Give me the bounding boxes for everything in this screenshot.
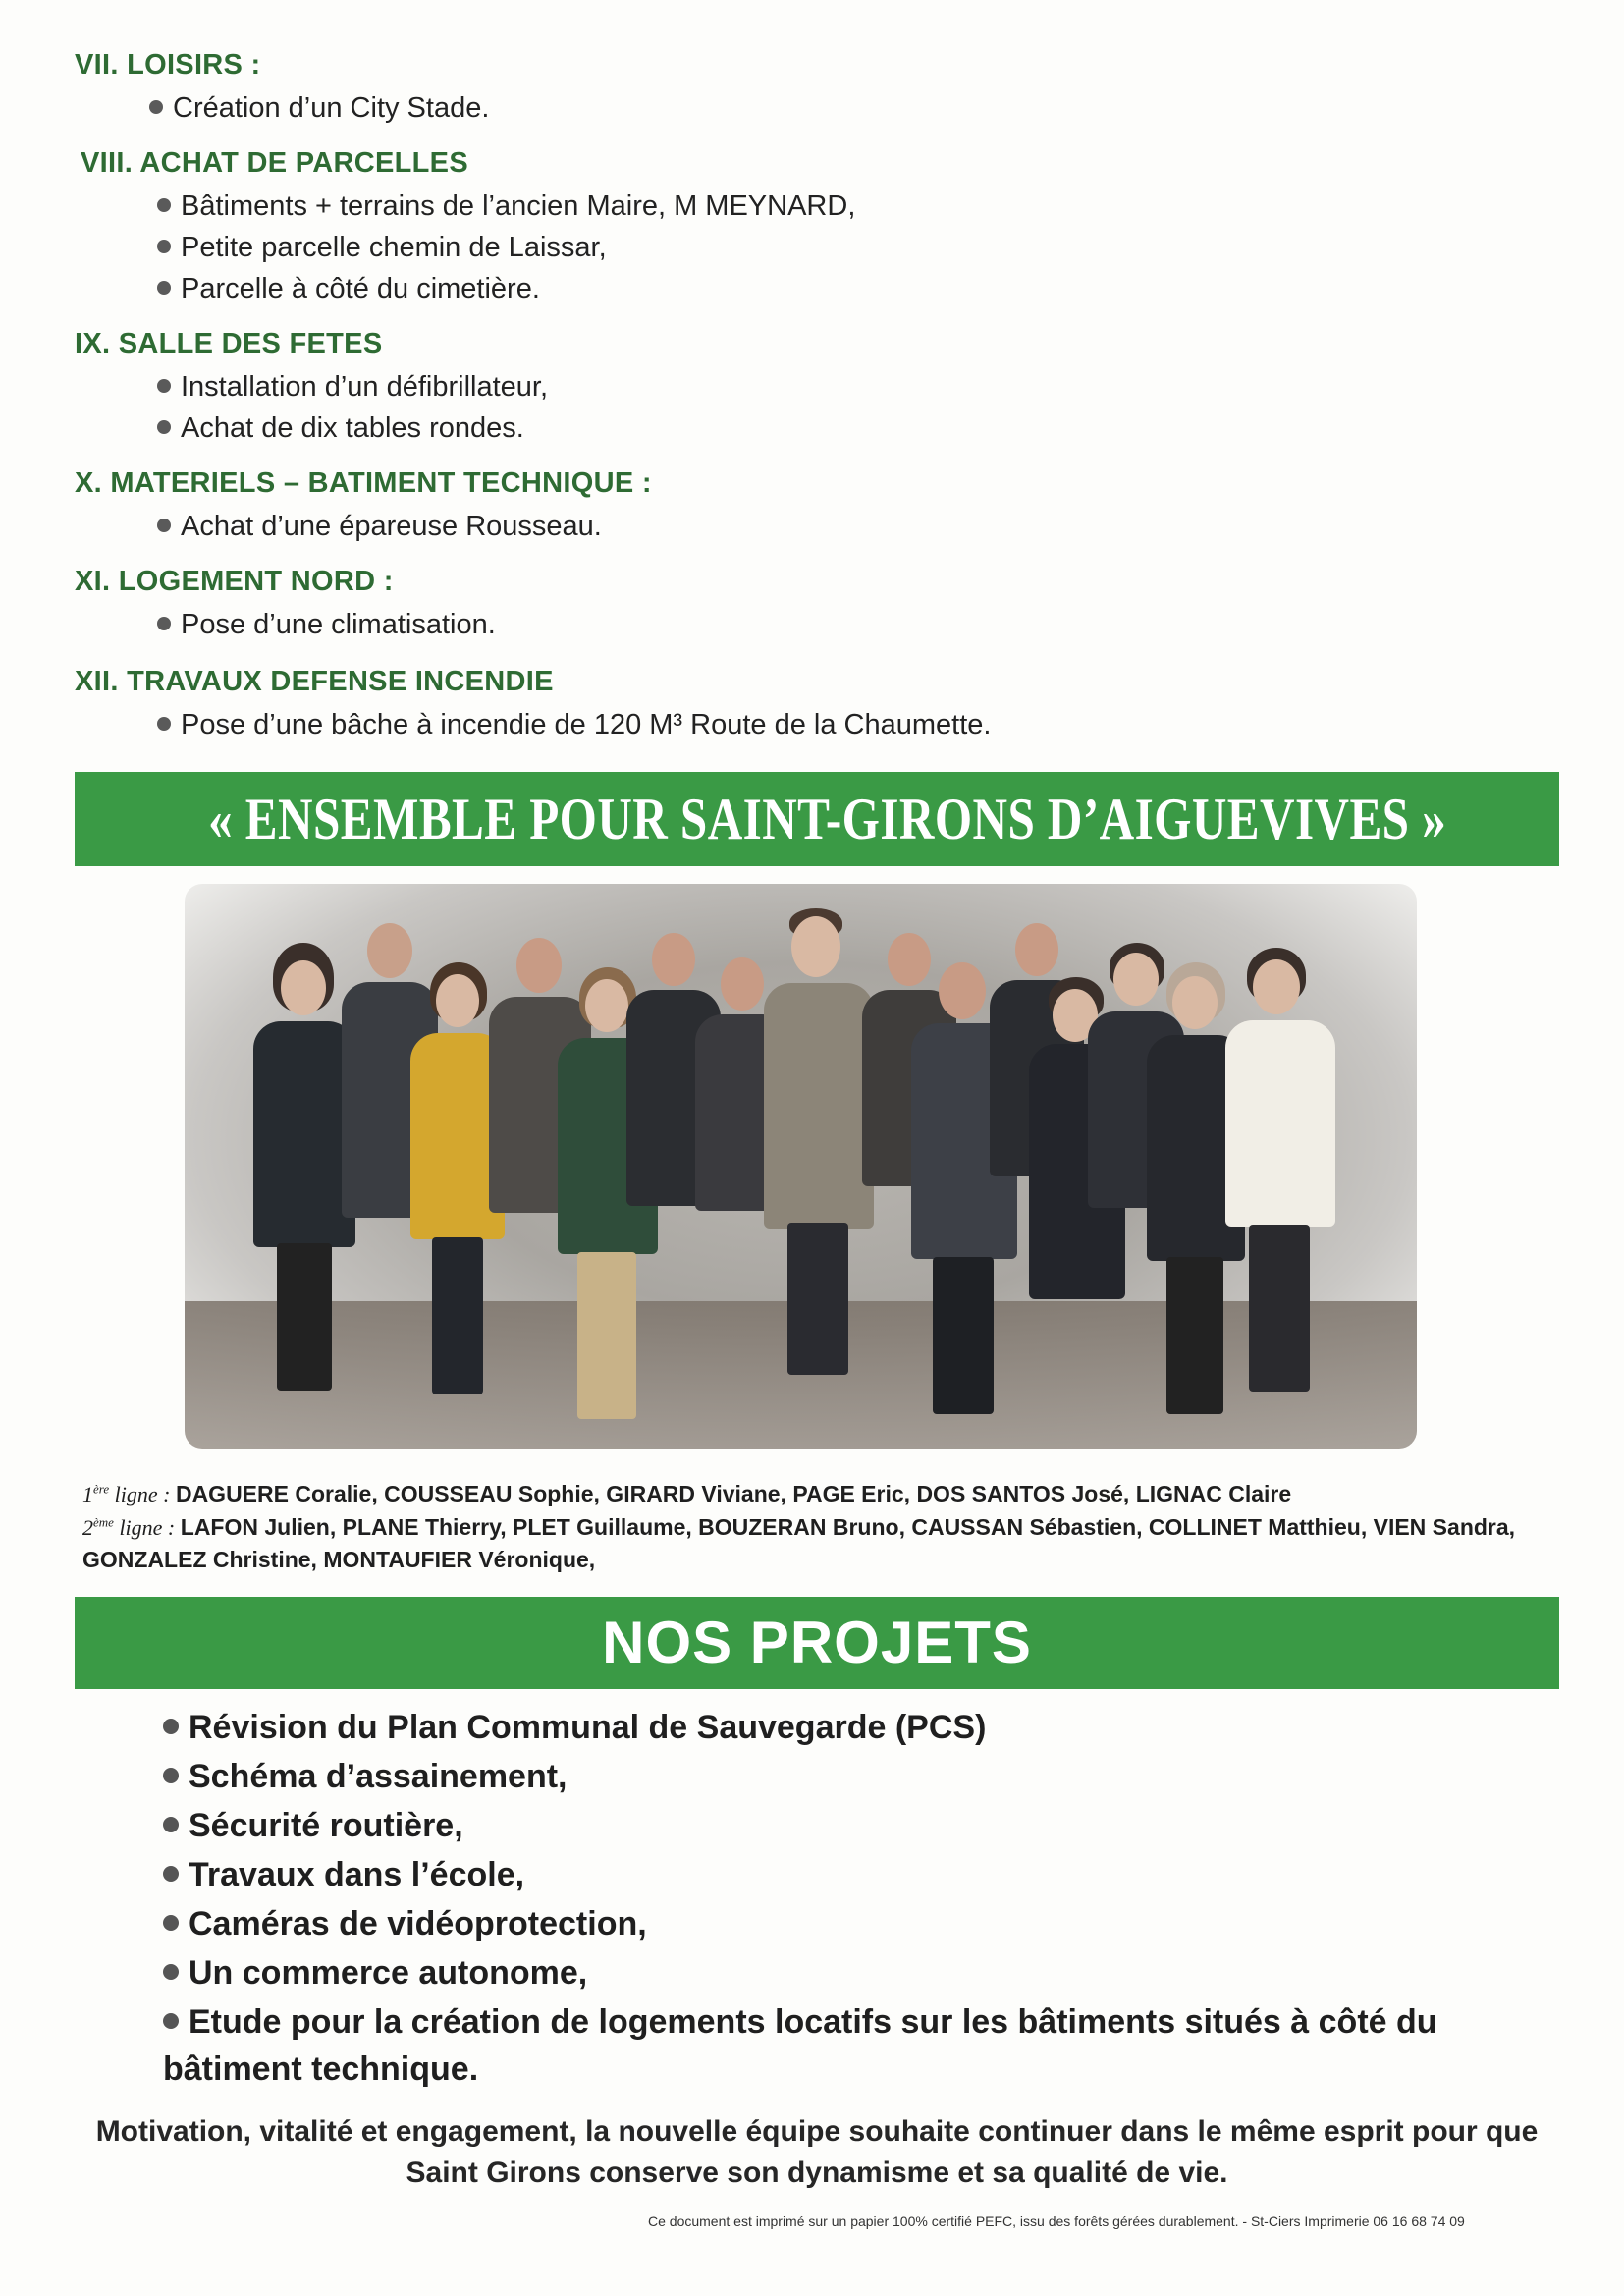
caption-row-2-names: LAFON Julien, PLANE Thierry, PLET Guillaume, BOUZERAN Bruno, CAUSSAN Sébastien, COLLINET Matthieu, VIEN Sandra, — [180, 1514, 1516, 1540]
project-text: Caméras de vidéoprotection, — [189, 1905, 647, 1942]
caption-row-2 — [82, 1514, 1515, 1541]
project-item-continuation: bâtiment technique. — [163, 2050, 479, 2088]
bullet-icon — [163, 1915, 179, 1931]
list-item-text: Installation d’un défibrillateur, — [181, 371, 549, 403]
projects-banner — [75, 1597, 1559, 1689]
caption-row-2-label: 2ème ligne : — [82, 1514, 181, 1540]
caption-row-3 — [82, 1547, 595, 1573]
section-title-salle-fetes: IX. SALLE DES FETES — [75, 328, 383, 359]
list-item-text: Achat de dix tables rondes. — [181, 412, 524, 444]
caption-row-1-label: 1ère ligne : — [82, 1481, 176, 1506]
project-text: Schéma d’assainement, — [189, 1758, 568, 1795]
bullet-icon — [163, 1866, 179, 1882]
project-text: Sécurité routière, — [189, 1807, 463, 1844]
list-item — [157, 511, 602, 543]
bullet-icon — [157, 519, 171, 532]
section-title-loisirs: VII. LOISIRS : — [75, 49, 261, 81]
closing-line-1: Motivation, vitalité et engagement, la nouvelle équipe souhaite continuer dans le même esprit pour que — [95, 2115, 1539, 2148]
list-item — [157, 191, 855, 223]
bullet-icon — [157, 281, 171, 295]
bullet-icon — [163, 1719, 179, 1734]
project-item — [163, 1758, 568, 1796]
project-text: Travaux dans l’école, — [189, 1856, 525, 1893]
bullet-icon — [157, 420, 171, 434]
project-text: Un commerce autonome, — [189, 1954, 588, 1992]
bullet-icon — [157, 240, 171, 253]
bullet-icon — [149, 100, 163, 114]
project-item — [163, 1905, 647, 1943]
project-item — [163, 2003, 1437, 2042]
projects-banner-text: NOS PROJETS — [602, 1610, 1032, 1675]
bullet-icon — [163, 1817, 179, 1832]
caption-row-1-names: DAGUERE Coralie, COUSSEAU Sophie, GIRARD Viviane, PAGE Eric, DOS SANTOS José, LIGNAC Claire — [175, 1481, 1292, 1506]
team-banner-text: « ENSEMBLE POUR SAINT-GIRONS D’AIGUEVIVES » — [208, 787, 1447, 851]
list-item — [157, 371, 548, 404]
caption-row-1 — [82, 1481, 1291, 1507]
list-item-text: Pose d’une bâche à incendie de 120 M³ Route de la Chaumette. — [181, 709, 992, 740]
section-title-defense-incendie: XII. TRAVAUX DEFENSE INCENDIE — [75, 666, 554, 697]
list-item-text: Parcelle à côté du cimetière. — [181, 273, 540, 304]
bullet-icon — [163, 1964, 179, 1980]
bullet-icon — [157, 717, 171, 731]
list-item — [157, 232, 607, 264]
bullet-icon — [163, 2013, 179, 2029]
list-item-text: Création d’un City Stade. — [173, 92, 490, 124]
project-item — [163, 1856, 524, 1894]
project-item — [163, 1709, 986, 1747]
bullet-icon — [157, 198, 171, 212]
section-title-achat-parcelles: VIII. ACHAT DE PARCELLES — [81, 147, 468, 179]
list-item — [157, 412, 524, 445]
list-item-text: Petite parcelle chemin de Laissar, — [181, 232, 607, 263]
list-item-text: Bâtiments + terrains de l’ancien Maire, M MEYNARD, — [181, 191, 856, 222]
bullet-icon — [157, 617, 171, 630]
footer-note: Ce document est imprimé sur un papier 100% certifié PEFC, issu des forêts gérées durablement. - St-Ciers Imprimerie 06 16 68 74 09 — [648, 2214, 1465, 2229]
project-item — [163, 1807, 463, 1845]
bullet-icon — [157, 379, 171, 393]
project-text: Révision du Plan Communal de Sauvegarde (PCS) — [189, 1709, 987, 1746]
project-text: Etude pour la création de logements locatifs sur les bâtiments situés à côté du — [189, 2003, 1437, 2041]
list-item — [149, 92, 489, 125]
caption-row-3-names: GONZALEZ Christine, MONTAUFIER Véronique, — [82, 1547, 596, 1572]
closing-line-2: Saint Girons conserve son dynamisme et sa qualité de vie. — [406, 2157, 1228, 2189]
section-title-materiels: X. MATERIELS – BATIMENT TECHNIQUE : — [75, 467, 652, 499]
list-item-text: Pose d’une climatisation. — [181, 609, 496, 640]
list-item — [157, 709, 991, 741]
team-banner — [75, 772, 1559, 866]
project-item — [163, 1954, 587, 1993]
list-item — [157, 273, 540, 305]
list-item-text: Achat d’une épareuse Rousseau. — [181, 511, 602, 542]
bullet-icon — [163, 1768, 179, 1783]
list-item — [157, 609, 496, 641]
team-photo — [185, 884, 1417, 1449]
section-title-logement-nord: XI. LOGEMENT NORD : — [75, 566, 394, 597]
